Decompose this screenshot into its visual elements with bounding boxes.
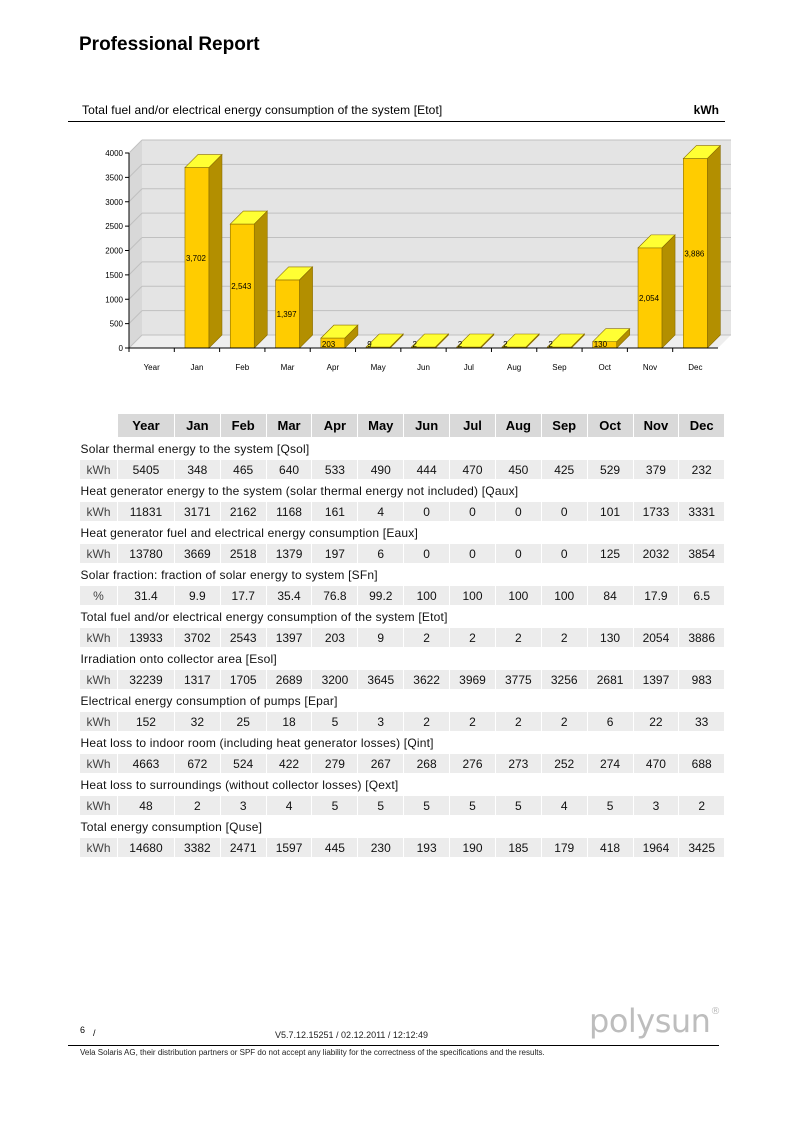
- table-cell: 2543: [220, 628, 266, 648]
- y-tick-label: 1500: [105, 270, 123, 280]
- table-cell: 0: [450, 502, 496, 522]
- table-header-may: May: [358, 414, 404, 437]
- row-unit: %: [80, 586, 118, 606]
- bar-value-label: 2,054: [639, 293, 660, 303]
- table-cell: 2471: [220, 838, 266, 858]
- table-cell: 1397: [633, 670, 679, 690]
- bar-value-label: 203: [321, 340, 336, 349]
- table-cell: 0: [450, 544, 496, 564]
- table-cell: 3256: [541, 670, 587, 690]
- table-header-apr: Apr: [312, 414, 358, 437]
- table-row: [80, 502, 725, 522]
- table-cell: 5: [404, 796, 450, 816]
- table-header-row: [80, 414, 725, 437]
- table-cell: 5: [495, 796, 541, 816]
- table-cell: 22: [633, 712, 679, 732]
- table-cell: 348: [174, 460, 220, 480]
- section-label: Heat loss to indoor room (including heat generator losses) [Qint]: [80, 736, 434, 750]
- bar-value-label: 2: [548, 340, 553, 349]
- table-cell: 418: [587, 838, 633, 858]
- bar-value-label: 9: [367, 340, 372, 349]
- table-cell: 100: [450, 586, 496, 606]
- chart-title: Total fuel and/or electrical energy consumption of the system [Etot]: [82, 103, 443, 117]
- table-cell: 33: [679, 712, 724, 732]
- table-row: [80, 796, 725, 816]
- table-cell: 84: [587, 586, 633, 606]
- table-cell: 1397: [266, 628, 312, 648]
- table-cell: 2: [404, 712, 450, 732]
- table-cell: 4663: [118, 754, 175, 774]
- table-cell: 35.4: [266, 586, 312, 606]
- row-unit: kWh: [80, 754, 118, 774]
- table-cell: 32: [174, 712, 220, 732]
- y-tick-label: 3500: [105, 173, 123, 183]
- table-cell: 445: [312, 838, 358, 858]
- bar-side: [254, 211, 267, 348]
- bar-side: [662, 235, 675, 348]
- table-row: [80, 460, 725, 480]
- x-tick-label: Oct: [598, 363, 611, 372]
- table-cell: 444: [404, 460, 450, 480]
- section-label: Total energy consumption [Quse]: [80, 820, 263, 834]
- table-cell: 5: [587, 796, 633, 816]
- table-cell: 274: [587, 754, 633, 774]
- table-cell: 450: [495, 460, 541, 480]
- row-unit: kWh: [80, 502, 118, 522]
- table-cell: 1379: [266, 544, 312, 564]
- table-cell: 1597: [266, 838, 312, 858]
- x-tick-label: Aug: [506, 363, 522, 372]
- table-cell: 3425: [679, 838, 724, 858]
- table-header-mar: Mar: [266, 414, 312, 437]
- table-cell: 6: [587, 712, 633, 732]
- section-label: Solar thermal energy to the system [Qsol]: [80, 442, 310, 456]
- table-row: [80, 838, 725, 858]
- table-cell: 17.9: [633, 586, 679, 606]
- section-label: Electrical energy consumption of pumps [Epar]: [80, 694, 338, 708]
- table-cell: 425: [541, 460, 587, 480]
- bar-chart: [0, 0, 793, 400]
- table-cell: 379: [633, 460, 679, 480]
- table-cell: 3645: [358, 670, 404, 690]
- y-tick-label: 3000: [105, 197, 123, 207]
- y-tick-label: 500: [109, 319, 123, 329]
- y-tick-label: 2000: [105, 246, 123, 256]
- table-cell: 2518: [220, 544, 266, 564]
- table-cell: 2: [450, 712, 496, 732]
- table-header-blank: [80, 414, 118, 437]
- section-label: Irradiation onto collector area [Esol]: [80, 652, 277, 666]
- table-cell: 2681: [587, 670, 633, 690]
- table-cell: 273: [495, 754, 541, 774]
- table-cell: 267: [358, 754, 404, 774]
- table-cell: 2: [541, 712, 587, 732]
- table-cell: 25: [220, 712, 266, 732]
- table-cell: 190: [450, 838, 496, 858]
- table-cell: 1964: [633, 838, 679, 858]
- table-cell: 2162: [220, 502, 266, 522]
- table-cell: 17.7: [220, 586, 266, 606]
- table-cell: 268: [404, 754, 450, 774]
- table-cell: 32239: [118, 670, 175, 690]
- table-cell: 185: [495, 838, 541, 858]
- table-cell: 3775: [495, 670, 541, 690]
- y-tick-label: 4000: [105, 149, 123, 158]
- table-cell: 4: [358, 502, 404, 522]
- section-label-row: [80, 815, 725, 838]
- x-tick-label: Dec: [688, 363, 703, 372]
- row-unit: kWh: [80, 796, 118, 816]
- registered-mark: ®: [710, 1006, 720, 1018]
- chart-unit: kWh: [693, 103, 719, 117]
- table-cell: 1733: [633, 502, 679, 522]
- table-row: [80, 628, 725, 648]
- table-cell: 6: [358, 544, 404, 564]
- version-stamp: V5.7.12.15251 / 02.12.2011 / 12:12:49: [275, 1030, 428, 1040]
- table-cell: 203: [312, 628, 358, 648]
- section-label: Solar fraction: fraction of solar energy to system [SFn]: [80, 568, 378, 582]
- table-cell: 14680: [118, 838, 175, 858]
- page-number: 6: [80, 1025, 86, 1035]
- table-header-oct: Oct: [587, 414, 633, 437]
- table-cell: 161: [312, 502, 358, 522]
- footer-divider: [68, 1045, 719, 1046]
- row-unit: kWh: [80, 544, 118, 564]
- table-cell: 0: [404, 544, 450, 564]
- table-cell: 0: [495, 544, 541, 564]
- table-cell: 3702: [174, 628, 220, 648]
- table-cell: 3: [358, 712, 404, 732]
- table-cell: 0: [541, 544, 587, 564]
- x-tick-label: Year: [143, 363, 160, 372]
- table-cell: 5: [312, 796, 358, 816]
- table-cell: 232: [679, 460, 724, 480]
- table-cell: 0: [404, 502, 450, 522]
- bar-value-label: 130: [593, 340, 608, 349]
- page-separator: /: [93, 1028, 96, 1038]
- table-cell: 3854: [679, 544, 724, 564]
- bar-value-label: 2,543: [231, 282, 252, 292]
- table-cell: 688: [679, 754, 724, 774]
- x-tick-label: Jan: [190, 363, 204, 372]
- table-header-jul: Jul: [450, 414, 496, 437]
- table-cell: 0: [541, 502, 587, 522]
- polysun-logo: [589, 1002, 720, 1040]
- table-cell: 4: [541, 796, 587, 816]
- section-label-row: [80, 647, 725, 670]
- table-cell: 1317: [174, 670, 220, 690]
- table-cell: 130: [587, 628, 633, 648]
- section-label: Heat loss to surroundings (without collector losses) [Qext]: [80, 778, 399, 792]
- section-label-row: [80, 689, 725, 712]
- table-cell: 5: [358, 796, 404, 816]
- table-cell: 99.2: [358, 586, 404, 606]
- table-cell: 101: [587, 502, 633, 522]
- table-row: [80, 670, 725, 690]
- table-cell: 9.9: [174, 586, 220, 606]
- table-header-dec: Dec: [679, 414, 724, 437]
- bar-chart-svg: [0, 0, 793, 400]
- table-row: [80, 754, 725, 774]
- table-cell: 3669: [174, 544, 220, 564]
- table-header-jan: Jan: [174, 414, 220, 437]
- data-table: [79, 414, 724, 857]
- table-cell: 193: [404, 838, 450, 858]
- table-cell: 0: [495, 502, 541, 522]
- table-cell: 13933: [118, 628, 175, 648]
- table-cell: 76.8: [312, 586, 358, 606]
- table-cell: 3: [220, 796, 266, 816]
- section-label-row: [80, 773, 725, 796]
- table-cell: 11831: [118, 502, 175, 522]
- table-row: [80, 712, 725, 732]
- table-cell: 2: [679, 796, 724, 816]
- bar-value-label: 3,702: [185, 253, 206, 263]
- table-cell: 2: [450, 628, 496, 648]
- table-cell: 524: [220, 754, 266, 774]
- x-tick-label: Feb: [235, 363, 250, 372]
- row-unit: kWh: [80, 628, 118, 648]
- table-cell: 276: [450, 754, 496, 774]
- x-tick-label: Jul: [463, 363, 474, 372]
- table-cell: 3331: [679, 502, 724, 522]
- bar-value-label: 3,886: [684, 249, 705, 259]
- table-cell: 3200: [312, 670, 358, 690]
- table-cell: 3622: [404, 670, 450, 690]
- row-unit: kWh: [80, 838, 118, 858]
- table-cell: 3171: [174, 502, 220, 522]
- table-cell: 672: [174, 754, 220, 774]
- table-header-feb: Feb: [220, 414, 266, 437]
- table-cell: 3886: [679, 628, 724, 648]
- bar-value-label: 2: [412, 340, 417, 349]
- table-cell: 640: [266, 460, 312, 480]
- y-tick-label: 0: [118, 344, 123, 353]
- table-cell: 470: [450, 460, 496, 480]
- table-cell: 4: [266, 796, 312, 816]
- section-label-row: [80, 521, 725, 544]
- table-cell: 3969: [450, 670, 496, 690]
- bar-side: [209, 155, 222, 348]
- table-header-jun: Jun: [404, 414, 450, 437]
- table-cell: 152: [118, 712, 175, 732]
- table-cell: 9: [358, 628, 404, 648]
- table-cell: 983: [679, 670, 724, 690]
- table-cell: 179: [541, 838, 587, 858]
- table-header-nov: Nov: [633, 414, 679, 437]
- row-unit: kWh: [80, 460, 118, 480]
- table-cell: 31.4: [118, 586, 175, 606]
- row-unit: kWh: [80, 712, 118, 732]
- x-tick-label: Jun: [417, 363, 430, 372]
- disclaimer: Vela Solaris AG, their distribution partners or SPF do not accept any liability for the correctness of the specifications and the results.: [80, 1048, 545, 1057]
- table-cell: 100: [404, 586, 450, 606]
- table-header-year: Year: [118, 414, 175, 437]
- x-tick-label: Apr: [326, 363, 340, 372]
- table-cell: 533: [312, 460, 358, 480]
- table-cell: 252: [541, 754, 587, 774]
- table-cell: 2689: [266, 670, 312, 690]
- table-cell: 13780: [118, 544, 175, 564]
- x-tick-label: May: [370, 363, 386, 372]
- table-cell: 48: [118, 796, 175, 816]
- table-cell: 100: [495, 586, 541, 606]
- section-label-row: [80, 731, 725, 754]
- table-cell: 470: [633, 754, 679, 774]
- bar-value-label: 2: [457, 340, 463, 349]
- table-cell: 1705: [220, 670, 266, 690]
- section-label: Heat generator energy to the system (solar thermal energy not included) [Qaux]: [80, 484, 519, 498]
- table-cell: 125: [587, 544, 633, 564]
- bar-side: [300, 267, 313, 348]
- y-tick-label: 2500: [105, 222, 123, 232]
- table-cell: 5: [312, 712, 358, 732]
- table-cell: 422: [266, 754, 312, 774]
- table-cell: 529: [587, 460, 633, 480]
- x-tick-label: Nov: [642, 363, 658, 372]
- table-cell: 100: [541, 586, 587, 606]
- bar-value-label: 1,397: [276, 309, 297, 319]
- table-row: [80, 586, 725, 606]
- table-cell: 3382: [174, 838, 220, 858]
- table-row: [80, 544, 725, 564]
- x-tick-label: Sep: [552, 363, 567, 372]
- table-header-aug: Aug: [495, 414, 541, 437]
- section-label-row: [80, 437, 725, 460]
- section-label: Heat generator fuel and electrical energy consumption [Eaux]: [80, 526, 419, 540]
- table-cell: 2032: [633, 544, 679, 564]
- table-cell: 2: [404, 628, 450, 648]
- section-label: Total fuel and/or electrical energy consumption of the system [Etot]: [80, 610, 448, 624]
- table-cell: 2: [495, 712, 541, 732]
- row-unit: kWh: [80, 670, 118, 690]
- table-cell: 5: [450, 796, 496, 816]
- report-title: Professional Report: [79, 34, 260, 55]
- table-cell: 197: [312, 544, 358, 564]
- table-cell: 279: [312, 754, 358, 774]
- table-cell: 2: [541, 628, 587, 648]
- table-cell: 490: [358, 460, 404, 480]
- bar-value-label: 2: [503, 340, 508, 349]
- table-cell: 18: [266, 712, 312, 732]
- logo-text: polysun: [589, 1002, 711, 1040]
- x-tick-label: Mar: [280, 363, 295, 372]
- section-label-row: [80, 605, 725, 628]
- table-cell: 3: [633, 796, 679, 816]
- table-header-sep: Sep: [541, 414, 587, 437]
- table-cell: 5405: [118, 460, 175, 480]
- table-cell: 230: [358, 838, 404, 858]
- table-cell: 2: [495, 628, 541, 648]
- table-cell: 2054: [633, 628, 679, 648]
- section-label-row: [80, 479, 725, 502]
- table-cell: 465: [220, 460, 266, 480]
- table-cell: 6.5: [679, 586, 724, 606]
- bar-side: [707, 146, 720, 348]
- section-label-row: [80, 563, 725, 586]
- y-tick-label: 1000: [105, 295, 123, 305]
- table-cell: 1168: [266, 502, 312, 522]
- table-cell: 2: [174, 796, 220, 816]
